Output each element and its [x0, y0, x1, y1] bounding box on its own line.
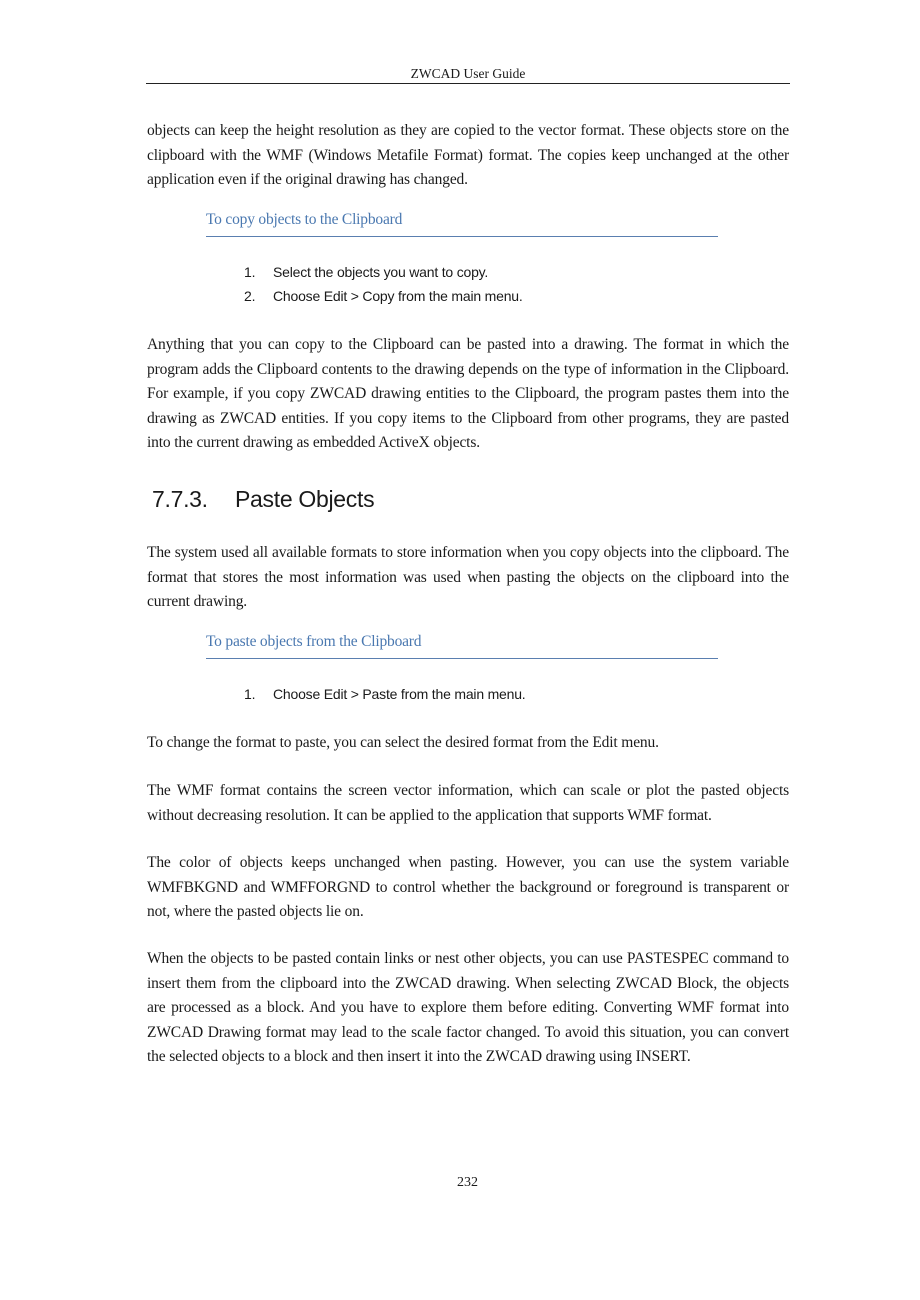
page-header	[146, 64, 790, 84]
step-text: Choose Edit > Copy from the main menu.	[273, 288, 523, 304]
list-item	[244, 682, 526, 706]
paragraph-pastespec-info: When the objects to be pasted contain links or nest other objects, you can use PASTESPEC command to insert them from the clipboard into the ZWCAD drawing. When selecting ZWCAD Block, the objects are processed as a block. And you have to explore them before editing. Converting WMF format into ZWCAD Drawing format may lead to the scale factor changed. To avoid this situation, you can convert the selected objects to a block and then insert it into the ZWCAD drawing using INSERT.	[147, 950, 789, 1065]
section-title: Paste Objects	[235, 486, 375, 512]
paragraph-wmf-info: The WMF format contains the screen vector information, which can scale or plot the pasted objects without decreasing resolution. It can be applied to the application that supports WMF format.	[147, 782, 789, 824]
step-number: 1.	[244, 264, 256, 280]
step-number: 1.	[244, 686, 256, 702]
procedure-heading-paste: To paste objects from the Clipboard	[206, 630, 718, 659]
paste-steps-list	[244, 682, 526, 706]
paragraph-intro: objects can keep the height resolution as they are copied to the vector format. These objects store on the clipboard with the WMF (Windows Metafile Format) format. The copies keep unchanged at the other application even if the original drawing has changed.	[147, 122, 789, 188]
list-item	[244, 260, 523, 284]
paragraph-change-format: To change the format to paste, you can select the desired format from the Edit menu.	[147, 734, 659, 751]
page-number: 232	[457, 1175, 478, 1190]
document-title: ZWCAD User Guide	[410, 66, 526, 81]
copy-steps-list	[244, 260, 523, 308]
section-number: 7.7.3.	[152, 486, 208, 512]
paragraph-color-info: The color of objects keeps unchanged when pasting. However, you can use the system variable WMFBKGND and WMFFORGND to control whether the background or foreground is transparent or not, where the pasted objects lie on.	[147, 854, 789, 920]
step-text: Choose Edit > Paste from the main menu.	[273, 686, 526, 702]
paragraph-copy-info: Anything that you can copy to the Clipboard can be pasted into a drawing. The format in which the program adds the Clipboard contents to the drawing depends on the type of information in the Clipboard. For example, if you copy ZWCAD drawing entities to the Clipboard, the program pastes them into the drawing as ZWCAD entities. If you copy items to the Clipboard from other programs, they are pasted into the current drawing as embedded ActiveX objects.	[147, 336, 789, 451]
step-text: Select the objects you want to copy.	[273, 264, 489, 280]
procedure-heading-copy: To copy objects to the Clipboard	[206, 208, 718, 237]
list-item	[244, 284, 523, 308]
step-number: 2.	[244, 288, 256, 304]
paragraph-paste-formats: The system used all available formats to store information when you copy objects into the clipboard. The format that stores the most information was used when pasting the objects on the clipboard into the current drawing.	[147, 544, 789, 610]
section-heading	[152, 484, 374, 514]
